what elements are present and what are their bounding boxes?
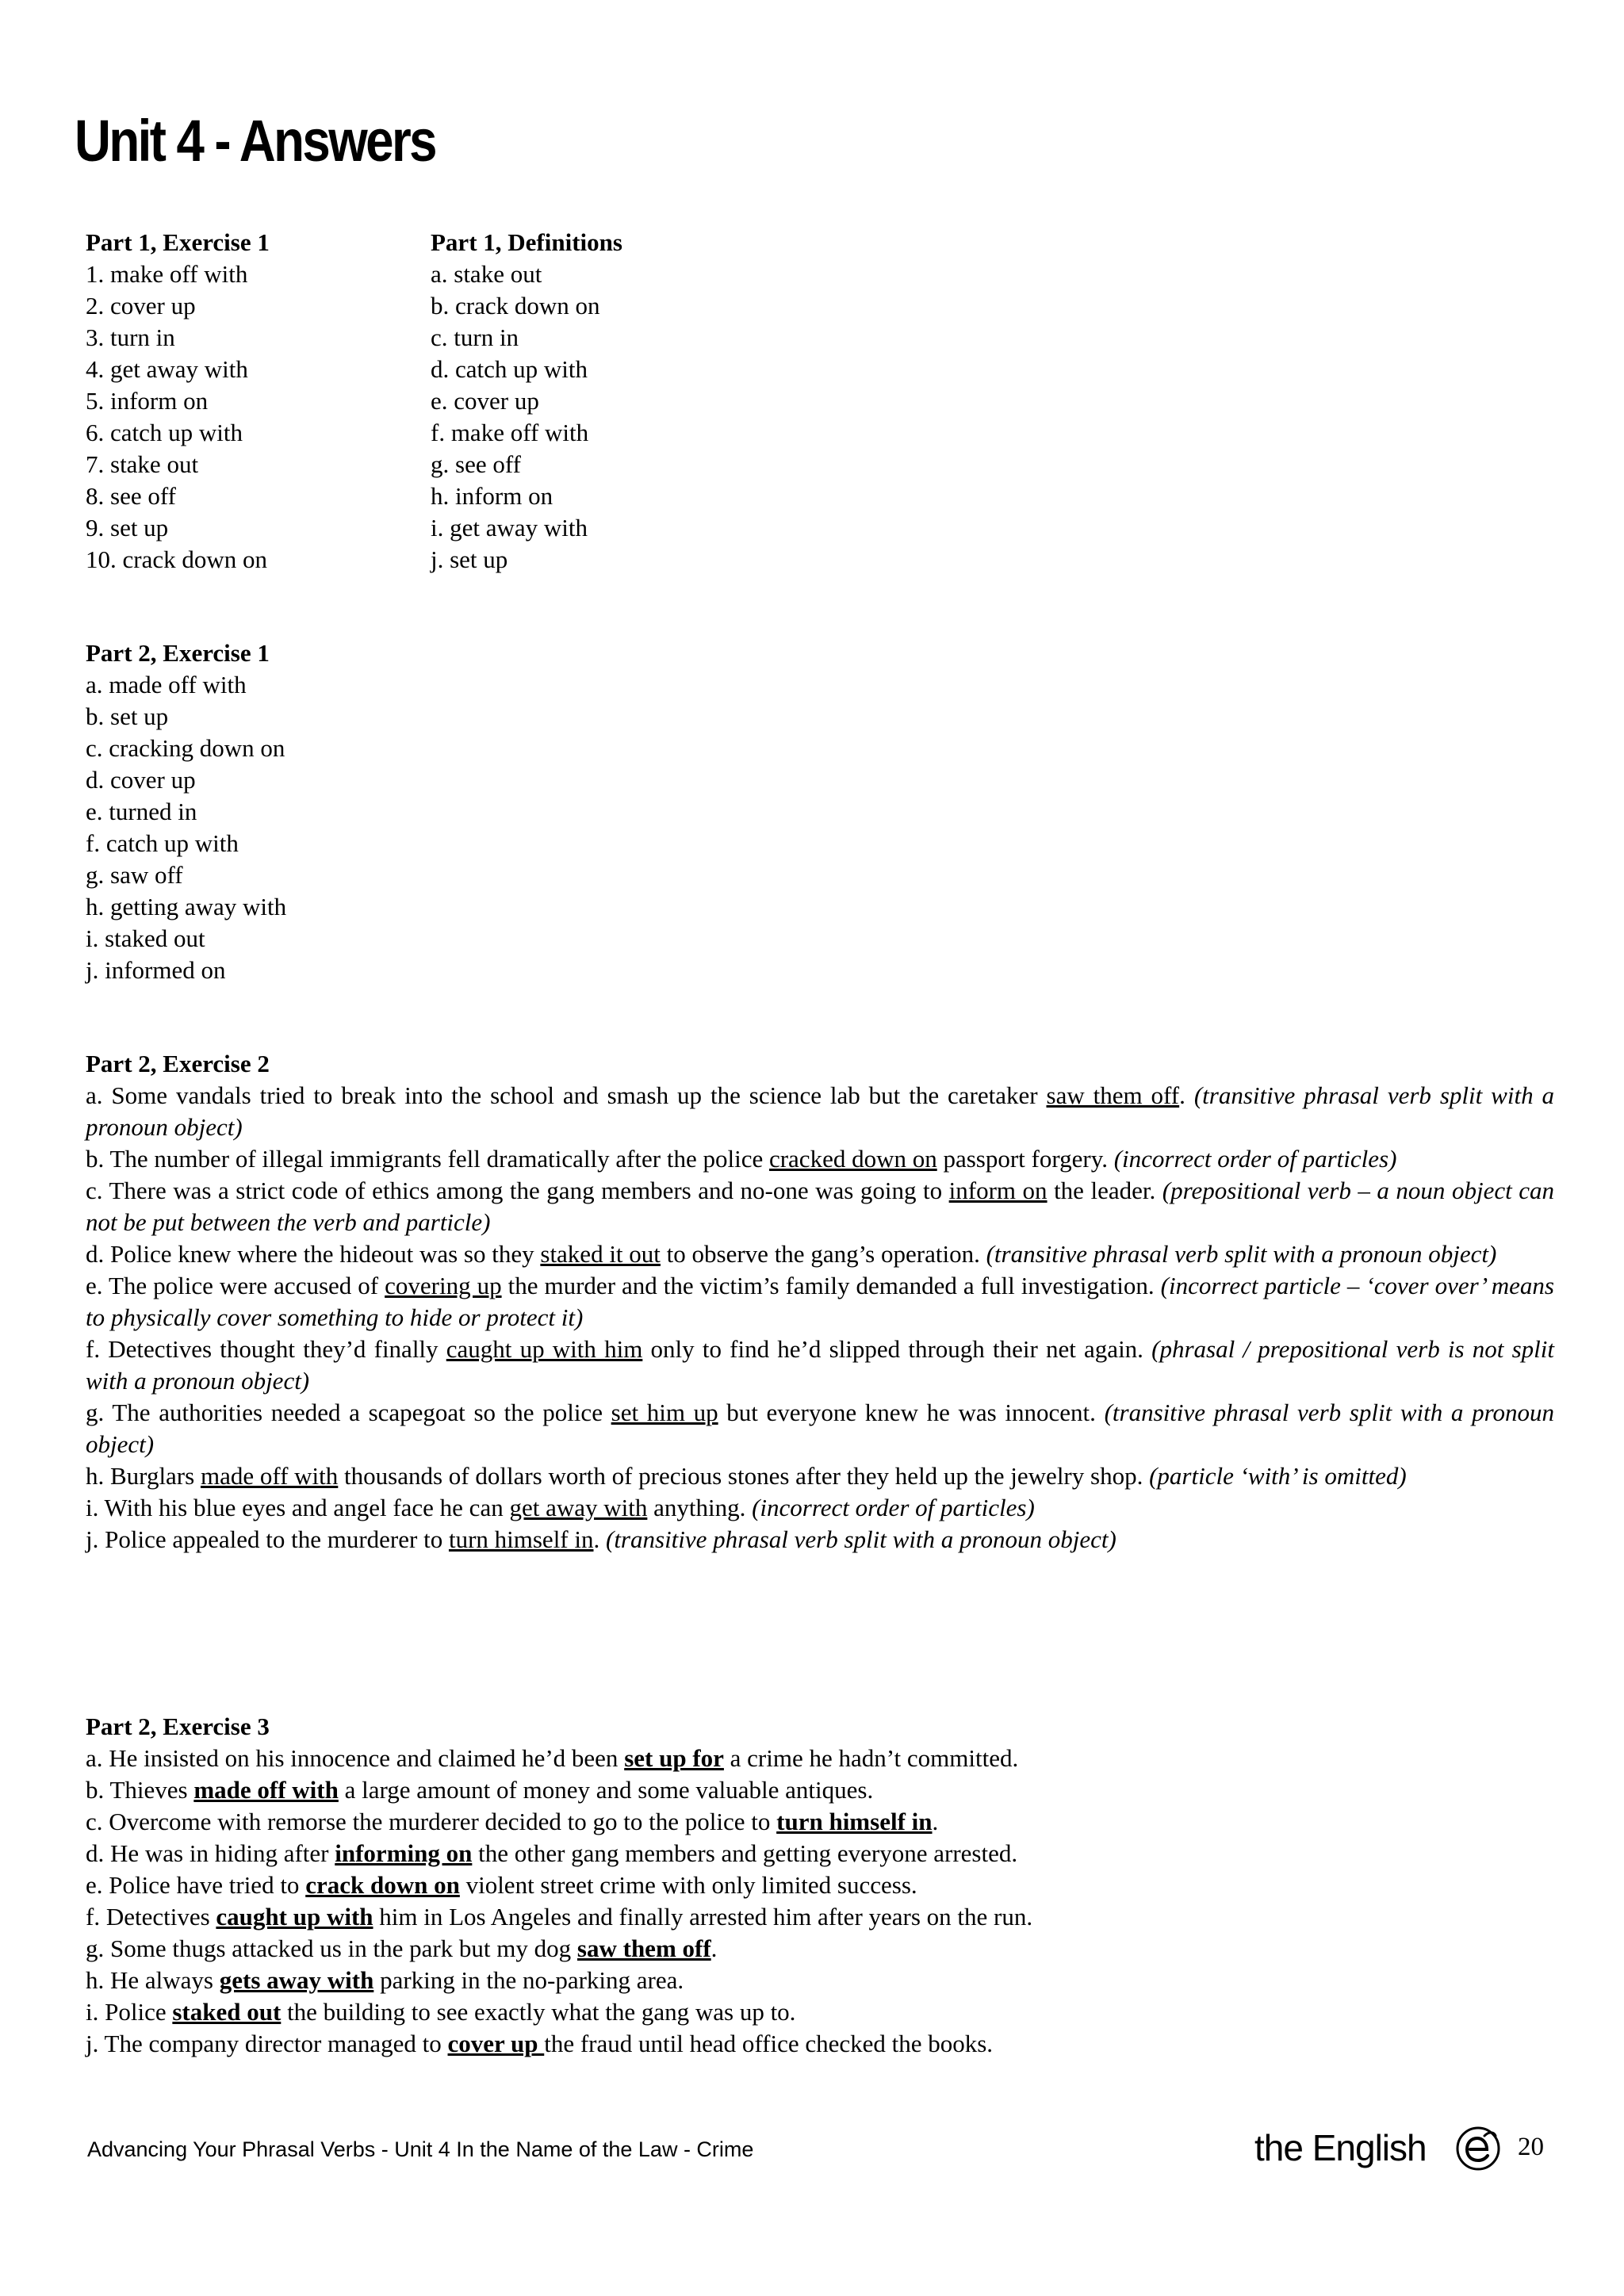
answer-note: (particle ‘with’ is omitted) (1149, 1462, 1407, 1490)
answer-text: anything. (647, 1494, 753, 1521)
answer-item (86, 1933, 1554, 1965)
answer-text: the fraud until head office checked the books. (544, 2030, 994, 2057)
answer-phrase: turn himself in (448, 1525, 594, 1553)
answer-item (86, 2028, 1554, 2060)
answer-phrase: turn himself in (776, 1808, 933, 1835)
answer-text: passport forgery. (936, 1145, 1114, 1173)
answer-phrase: set him up (611, 1399, 718, 1426)
answer-phrase: staked out (172, 1998, 282, 2026)
part1-exercise1 (86, 227, 419, 576)
answer-item (86, 1869, 1554, 1901)
answer-item (86, 1175, 1554, 1238)
list-item: a. made off with (86, 671, 247, 698)
answer-text: . (710, 1934, 718, 1962)
answer-item (86, 1397, 1554, 1460)
list-item: b. crack down on (431, 292, 600, 320)
answer-item (86, 1806, 1554, 1838)
list-item: j. informed on (86, 956, 226, 984)
answer-text: i. With his blue eyes and angel face he can (86, 1494, 510, 1521)
list-item: h. getting away with (86, 893, 287, 920)
brand-name: the English (1254, 2127, 1427, 2168)
section-heading: Part 2, Exercise 1 (86, 639, 270, 667)
list-item: 6. catch up with (86, 419, 243, 446)
answer-text: thousands of dollars worth of precious stones after they held up the jewelry shop. (338, 1462, 1150, 1490)
answer-note: (transitive phrasal verb split with a pronoun object) (986, 1240, 1497, 1268)
page-title: Unit 4 - Answers (75, 108, 435, 174)
answer-text: . (932, 1808, 939, 1835)
answer-phrase: saw them off (1046, 1081, 1180, 1109)
answer-text: d. He was in hiding after (86, 1839, 335, 1867)
answer-item (86, 1080, 1554, 1143)
answer-text: a large amount of money and some valuable antiques. (338, 1776, 874, 1804)
answer-note: (prepositional verb – a noun object can not be put between the verb and particle) (86, 1177, 1554, 1236)
answer-text: j. The company director managed to (86, 2030, 448, 2057)
answer-note: (transitive phrasal verb split with a pronoun object) (86, 1399, 1554, 1458)
answer-phrase: cracked down on (768, 1145, 937, 1173)
answer-text: the leader. (1047, 1177, 1162, 1204)
page-number: 20 (1518, 2133, 1544, 2161)
answer-item (86, 1838, 1554, 1869)
answer-text: a. He insisted on his innocence and claimed he’d been (86, 1744, 625, 1772)
list-item: c. cracking down on (86, 734, 285, 762)
answer-item (86, 1743, 1554, 1774)
answer-text: only to find he’d slipped through their net again. (642, 1335, 1152, 1363)
answer-phrase: covering up (385, 1272, 502, 1299)
answer-note: (transitive phrasal verb split with a pronoun object) (606, 1525, 1116, 1553)
answer-text: d. Police knew where the hideout was so they (86, 1240, 541, 1268)
answer-item (86, 1334, 1554, 1397)
list-item: c. turn in (431, 323, 519, 351)
list-item: h. inform on (431, 482, 553, 510)
part2-exercise2 (86, 1048, 1554, 1556)
answer-note: (incorrect particle – ‘cover over’ means to physically cover something to hide or protect it) (86, 1272, 1554, 1331)
part2-exercise3 (86, 1711, 1554, 2060)
answer-text: . (593, 1525, 606, 1553)
answer-item (86, 1492, 1554, 1524)
list-item: 2. cover up (86, 292, 196, 320)
list-item: g. see off (431, 450, 521, 478)
list-item: 5. inform on (86, 387, 209, 415)
answer-text: h. Burglars (86, 1462, 201, 1490)
list-item: 9. set up (86, 514, 169, 541)
answer-text: e. Police have tried to (86, 1871, 306, 1899)
answer-text: b. Thieves (86, 1776, 194, 1804)
answer-phrase: get away with (509, 1494, 648, 1521)
answer-phrase: made off with (200, 1462, 339, 1490)
list-item: j. set up (431, 545, 508, 573)
section-heading: Part 1, Definitions (431, 228, 622, 256)
answer-text: g. Some thugs attacked us in the park but my dog (86, 1934, 577, 1962)
list-item: d. catch up with (431, 355, 588, 383)
answer-item (86, 1460, 1554, 1492)
list-item: e. cover up (431, 387, 539, 415)
answer-phrase: gets away with (219, 1966, 374, 1994)
list-item: 4. get away with (86, 355, 248, 383)
answer-item (86, 1143, 1554, 1175)
e-logo-icon (1454, 2125, 1502, 2172)
list-item: f. catch up with (86, 829, 239, 857)
answer-text: . (1179, 1081, 1194, 1109)
list-item: 10. crack down on (86, 545, 267, 573)
answer-text: j. Police appealed to the murderer to (86, 1525, 449, 1553)
footer-text: Advancing Your Phrasal Verbs - Unit 4 In the Name of the Law - Crime (87, 2137, 754, 2161)
answer-phrase: cover up (447, 2030, 545, 2057)
answer-item (86, 1238, 1554, 1270)
answer-item (86, 1524, 1554, 1556)
answer-text: e. The police were accused of (86, 1272, 385, 1299)
list-item: g. saw off (86, 861, 183, 889)
part2-exercise1 (86, 637, 561, 986)
list-item: i. get away with (431, 514, 588, 541)
answer-item (86, 1901, 1554, 1933)
answer-note: (transitive phrasal verb split with a pronoun object) (86, 1081, 1554, 1141)
list-item: e. turned in (86, 798, 197, 825)
list-item: 3. turn in (86, 323, 175, 351)
answer-text: parking in the no-parking area. (373, 1966, 684, 1994)
answer-text: c. There was a strict code of ethics among the gang members and no-one was going to (86, 1177, 949, 1204)
answer-note: (incorrect order of particles) (1113, 1145, 1397, 1173)
list-item: a. stake out (431, 260, 542, 288)
answer-phrase: inform on (948, 1177, 1048, 1204)
answer-text: a crime he hadn’t committed. (723, 1744, 1019, 1772)
section-heading: Part 2, Exercise 3 (86, 1712, 270, 1740)
answer-phrase: caught up with him (446, 1335, 643, 1363)
answer-note: (phrasal / prepositional verb is not split with a pronoun object) (86, 1335, 1554, 1395)
answer-text: to observe the gang’s operation. (660, 1240, 986, 1268)
list-item: b. set up (86, 702, 169, 730)
answer-text: f. Detectives (86, 1903, 216, 1931)
answer-text: the building to see exactly what the gang was up to. (281, 1998, 796, 2026)
answer-item (86, 1774, 1554, 1806)
answer-phrase: saw them off (576, 1934, 711, 1962)
answer-text: a. Some vandals tried to break into the school and smash up the science lab but the caretaker (86, 1081, 1047, 1109)
section-heading: Part 1, Exercise 1 (86, 228, 270, 256)
answer-text: c. Overcome with remorse the murderer decided to go to the police to (86, 1808, 777, 1835)
list-item: f. make off with (431, 419, 589, 446)
answer-phrase: crack down on (305, 1871, 460, 1899)
answer-text: f. Detectives thought they’d finally (86, 1335, 446, 1363)
part1-definitions (431, 227, 764, 576)
answer-text: him in Los Angeles and finally arrested him after years on the run. (373, 1903, 1033, 1931)
answer-item (86, 1996, 1554, 2028)
answer-text: violent street crime with only limited success. (459, 1871, 917, 1899)
answer-text: but everyone knew he was innocent. (718, 1399, 1105, 1426)
answer-text: i. Police (86, 1998, 173, 2026)
answer-phrase: caught up with (216, 1903, 373, 1931)
answer-item (86, 1270, 1554, 1334)
list-item: d. cover up (86, 766, 196, 794)
answer-phrase: staked it out (540, 1240, 661, 1268)
list-item: 1. make off with (86, 260, 248, 288)
answer-text: g. The authorities needed a scapegoat so the police (86, 1399, 611, 1426)
list-item: i. staked out (86, 924, 205, 952)
list-item: 7. stake out (86, 450, 199, 478)
answer-note: (incorrect order of particles) (752, 1494, 1035, 1521)
answer-item (86, 1965, 1554, 1996)
answer-text: h. He always (86, 1966, 220, 1994)
answer-text: the other gang members and getting everyone arrested. (472, 1839, 1018, 1867)
answer-text: the murder and the victim’s family demanded a full investigation. (501, 1272, 1161, 1299)
answer-phrase: informing on (335, 1839, 473, 1867)
answer-phrase: made off with (193, 1776, 339, 1804)
section-heading: Part 2, Exercise 2 (86, 1050, 270, 1077)
answer-text: b. The number of illegal immigrants fell dramatically after the police (86, 1145, 769, 1173)
answer-phrase: set up for (624, 1744, 724, 1772)
list-item: 8. see off (86, 482, 176, 510)
